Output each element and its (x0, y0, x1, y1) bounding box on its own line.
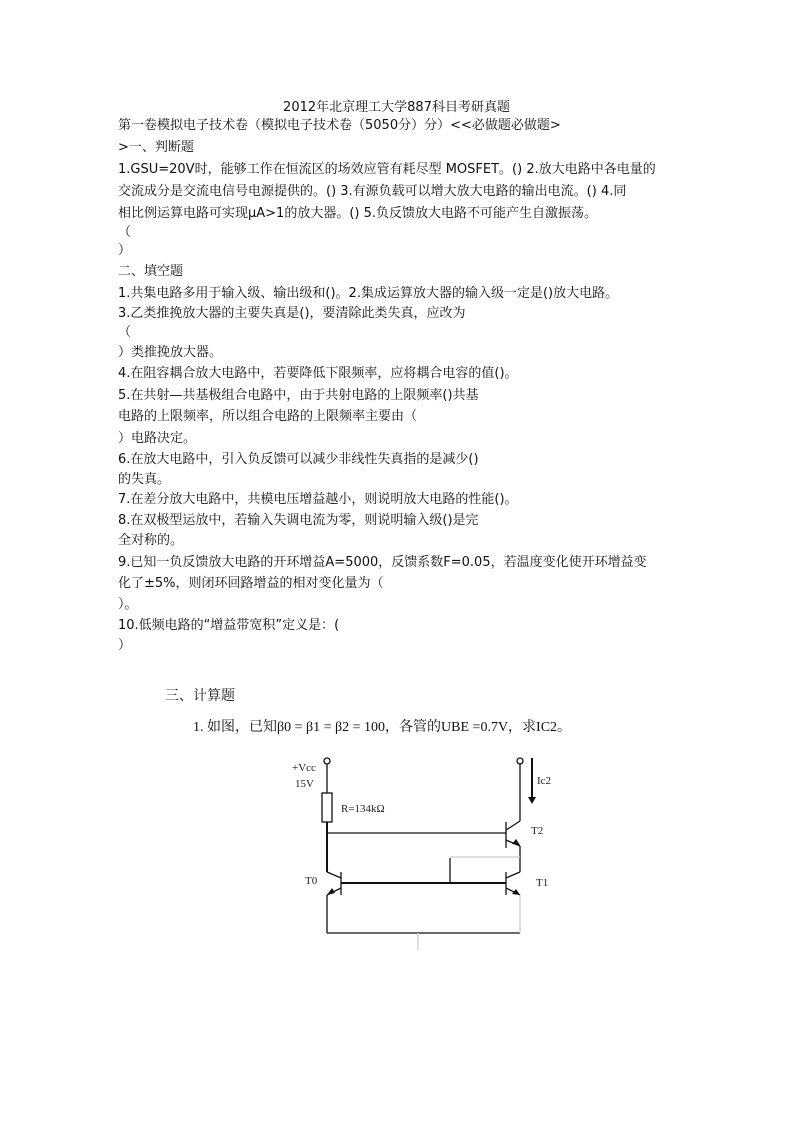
text-line: 1.共集电路多用于输入级、输出级和()。2.集成运算放大器的输入级一定是()放大电路。 (118, 286, 619, 301)
text-line: >一、判断题 (118, 140, 194, 155)
text-line: 第一卷模拟电子技术卷（模拟电子技术卷（5050分）分）<<必做题必做题> (118, 118, 561, 133)
problem-1: 1. 如图，已知β0 = β1 = β2 = 100，各管的UBE =0.7V，求IC2。 (193, 720, 572, 735)
section-3-heading: 三、计算题 (165, 688, 235, 704)
text-line: 全对称的。 (118, 533, 184, 548)
text-line: ） (118, 243, 132, 258)
text-line: 化了±5%，则闭环回路增益的相对变化量为（ (118, 576, 384, 591)
text-line: ）电路决定。 (118, 431, 197, 446)
text-line: ）类推挽放大器。 (118, 345, 223, 360)
text-line: 二、填空题 (118, 264, 184, 279)
output-terminal (517, 758, 523, 764)
resistor-label: R=134kΩ (341, 803, 385, 815)
vcc-value: 15V (295, 778, 314, 790)
text-line: （ (118, 325, 132, 340)
text-line: （ (118, 225, 132, 240)
text-line: 3.乙类推挽放大器的主要失真是()，要清除此类失真，应改为 (118, 306, 466, 321)
vcc-terminal (324, 758, 330, 764)
text-line: ）。 (118, 597, 138, 612)
text-line: 电路的上限频率，所以组合电路的上限频率主要由（ (118, 409, 418, 424)
text-line: 的失真。 (118, 472, 171, 487)
text-line: 6.在放大电路中，引入负反馈可以减少非线性失真指的是减少() (118, 452, 479, 467)
text-line: 5.在共射—共基极组合电路中，由于共射电路的上限频率()共基 (118, 388, 479, 403)
text-line: 4.在阻容耦合放大电路中，若要降低下限频率，应将耦合电容的值()。 (118, 366, 518, 381)
t0-label: T0 (305, 875, 318, 887)
text-line: 7.在差分放大电路中，共模电压增益越小，则说明放大电路的性能()。 (118, 492, 518, 507)
ic2-label: Ic2 (537, 775, 552, 787)
text-line: ） (118, 638, 132, 653)
text-line: 8.在双极型运放中，若输入失调电流为零，则说明输入级()是完 (118, 513, 479, 528)
t1-label: T1 (536, 877, 549, 889)
resistor (322, 793, 332, 822)
text-line: 10.低频电路的“增益带宽积”定义是：( (118, 618, 340, 633)
text-line: 相比例运算电路可实现μA>1的放大器。() 5.负反馈放大电路不可能产生自激振荡。 (118, 206, 598, 221)
document-title: 2012年北京理工大学887科目考研真题 (283, 100, 510, 115)
text-line: 1.GSU=20V时，能够工作在恒流区的场效应管有耗尽型 MOSFET。() 2.放大电路中各电量的 (118, 162, 656, 177)
vcc-label: +Vcc (292, 762, 316, 774)
t2-label: T2 (531, 825, 544, 837)
text-line: 9.已知一负反馈放大电路的开环增益A=5000，反馈系数F=0.05，若温度变化使开环增益变 (118, 555, 647, 570)
text-line: 交流成分是交流电信号电源提供的。() 3.有源负载可以增大放大电路的输出电流。() 4.同 (118, 184, 627, 199)
